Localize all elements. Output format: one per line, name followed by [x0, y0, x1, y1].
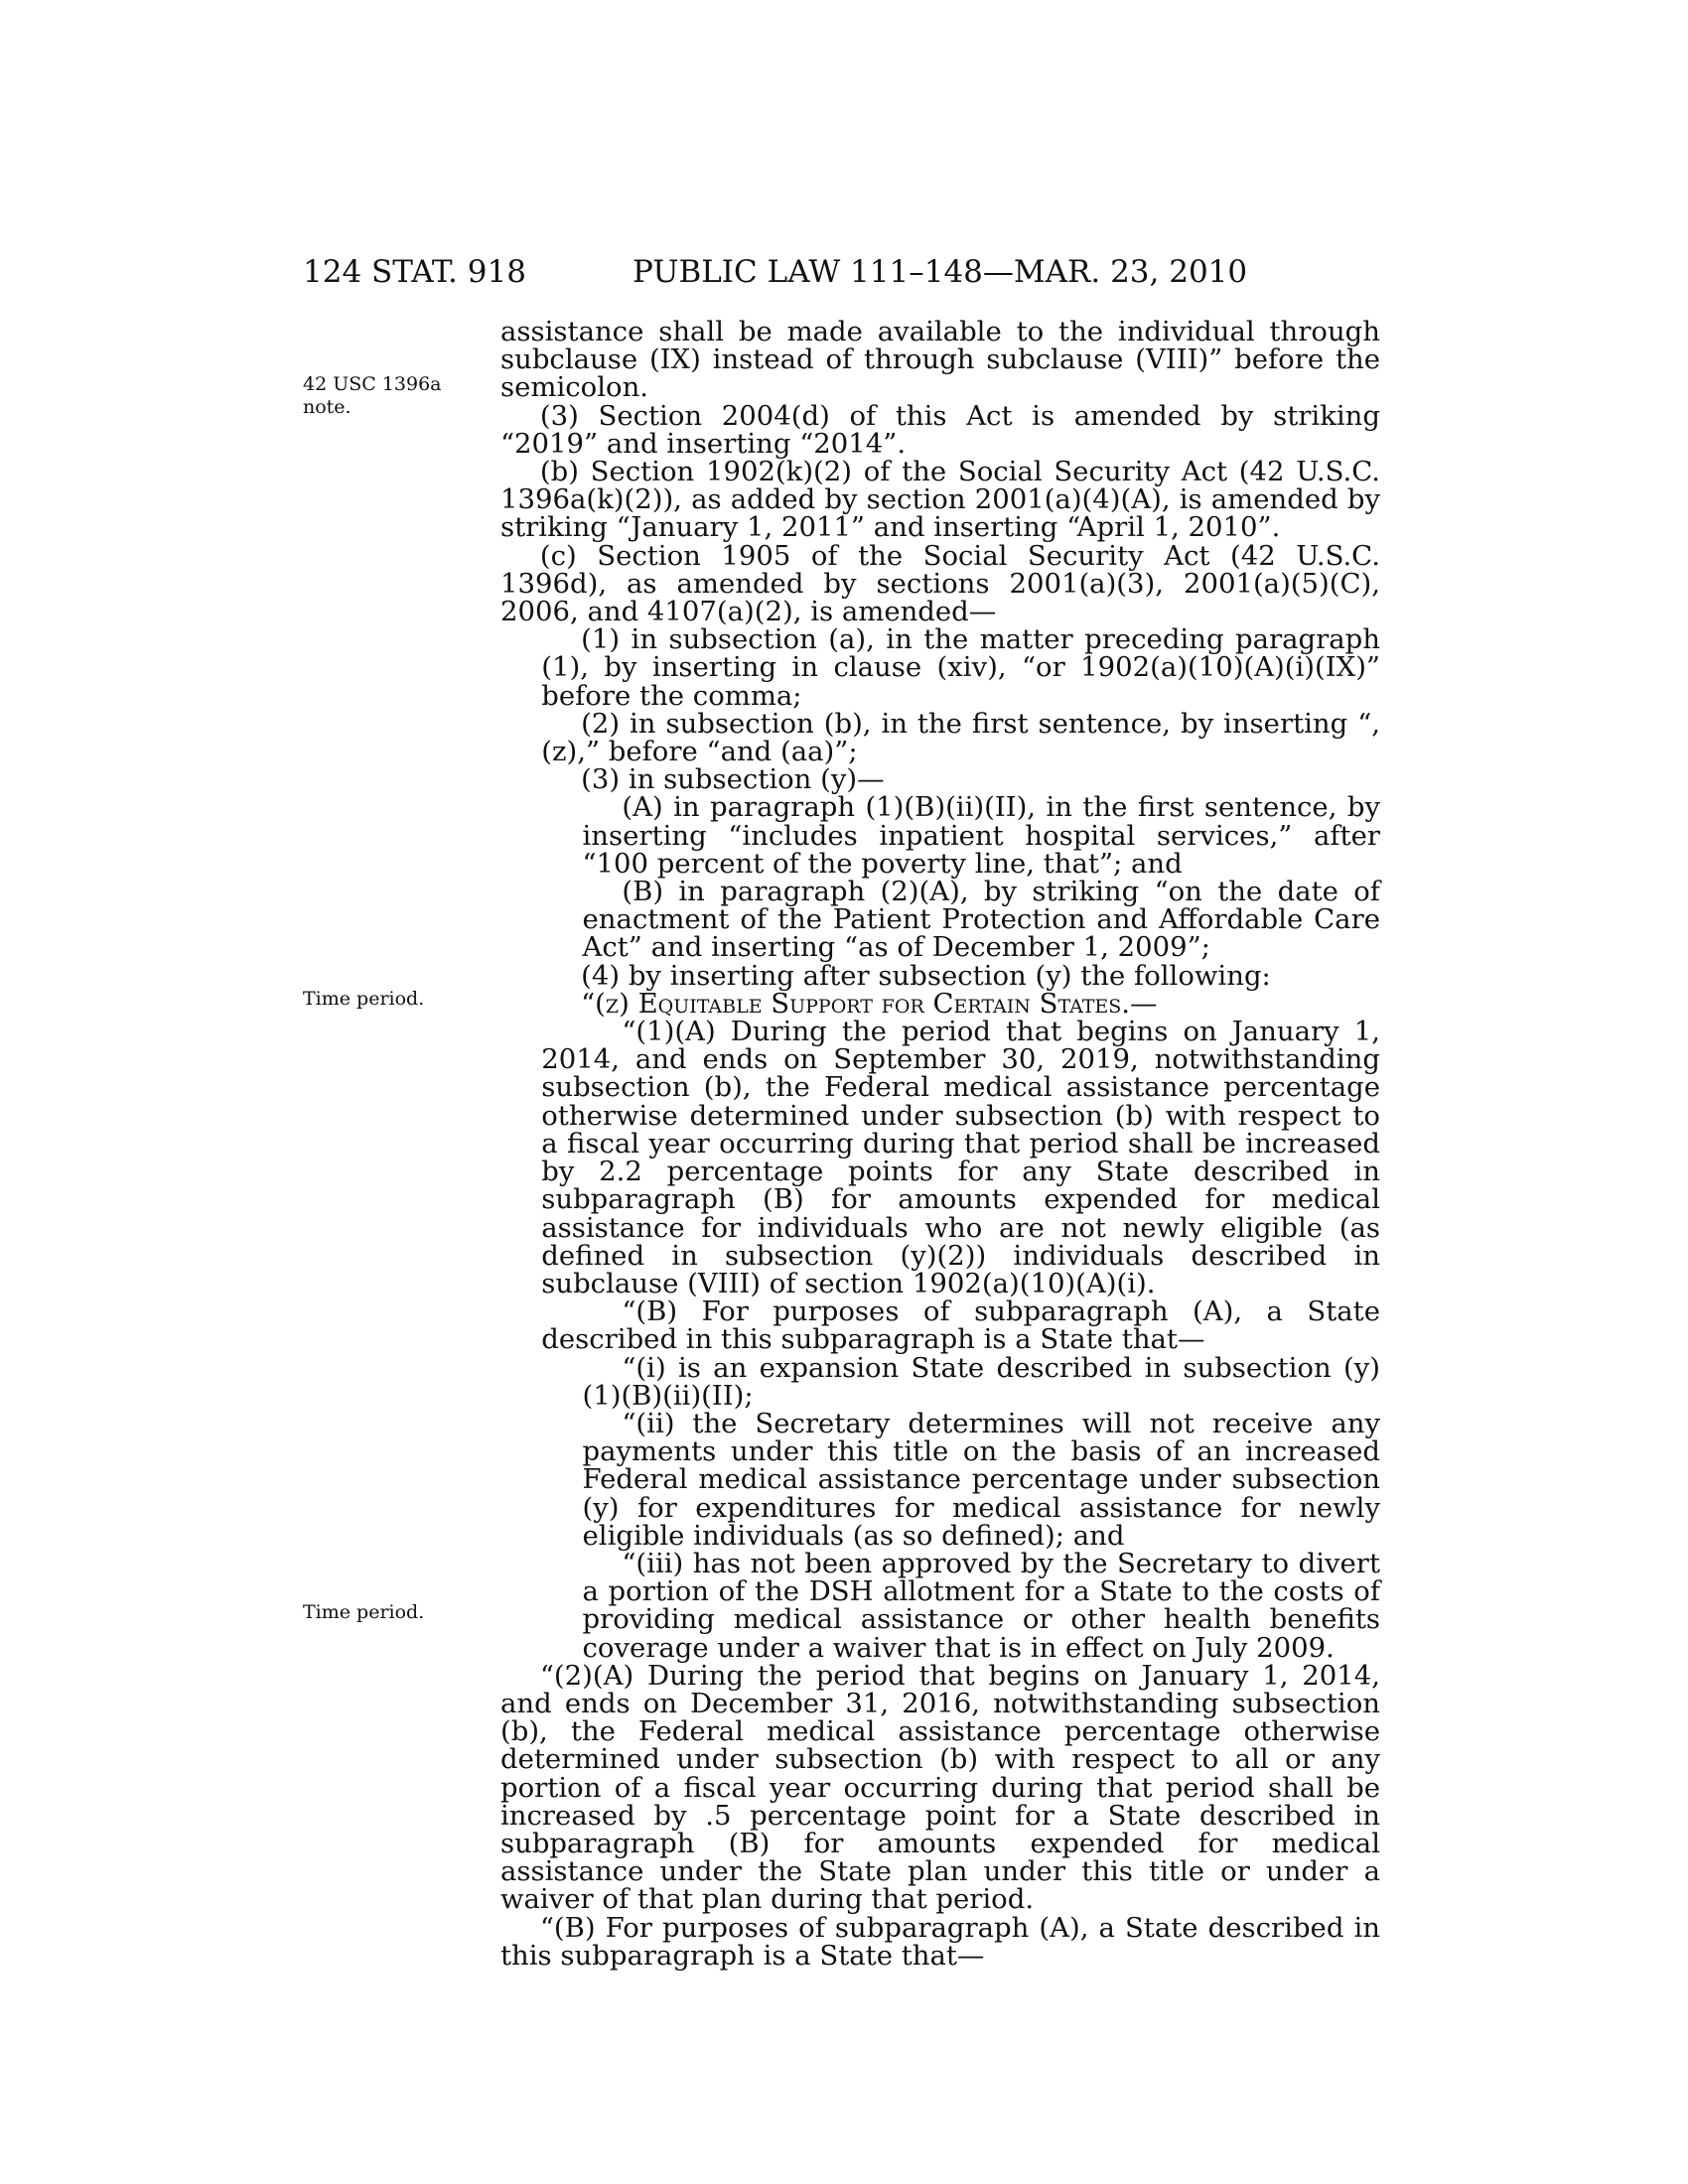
paragraph-z-1-a: “(1)(A) During the period that begins on January 1, 2014, and ends on September 30, 2019, notwithstanding subsection (b), the Federal medical assistance percentage otherwise determined under subsection (b) with respect to a fiscal year occurring during that period shall be increased by 2.2 percentage points for any State described in subparagraph (B) for amounts expended for medical assistance for individuals who are not newly eligible (as defined in subsection (y)(2)) individuals described in subclause (VIII) of section 1902(a)(10)(A)(i). — [541, 1016, 1380, 1299]
margin-note-line: Time period. — [303, 988, 425, 1010]
paragraph-z-2-b: “(B) For purposes of subparagraph (A), a State described in this subparagraph is a State that— — [500, 1911, 1380, 1972]
margin-note-line: 42 USC 1396a — [303, 373, 442, 395]
clause-z-1-b-iii: “(iii) has not been approved by the Secretary to divert a portion of the DSH allotment for a State to the costs of providing medical assistance or other health benefits coverage under a waiver that is in effect on July 2009. — [582, 1547, 1380, 1664]
subsection-c: (c) Section 1905 of the Social Security Act (42 U.S.C. 1396d), as amended by sections 2001(a)(3), 2001(a)(5)(C), 2006, and 4107(a)(2), is amended— — [500, 539, 1380, 628]
paragraph-c-1: (1) in subsection (a), in the matter preceding paragraph (1), by inserting in clause (xiv), “or 1902(a)(10)(A)(i)(IX)” before the comma; — [541, 623, 1380, 712]
paragraph-c-4: (4) by inserting after subsection (y) the following: — [581, 959, 1271, 992]
margin-note-line: note. — [303, 396, 352, 418]
body-text — [500, 318, 1380, 1970]
margin-note-line: Time period. — [303, 1601, 425, 1623]
paragraph-continuation: assistance shall be made available to the individual through subclause (IX) instead of through subclause (VIII)” before the semicolon. — [500, 316, 1380, 404]
section-heading-z: “(z) Equitable Support for Certain States.— — [581, 987, 1158, 1020]
paragraph-z-2-a: “(2)(A) During the period that begins on January 1, 2014, and ends on December 31, 2016, notwithstanding subsection (b), the Federal medical assistance percentage otherwise determined under subsection (b) with respect to all or any portion of a fiscal year occurring during that period shall be increased by .5 percentage point for a State described in subparagraph (B) for amounts expended for medical assistance under the State plan under this title or under a waiver of that plan during that period. — [500, 1659, 1380, 1916]
subparagraph-c-3-b: (B) in paragraph (2)(A), by striking “on the date of enactment of the Patient Protection and Affordable Care Act” and inserting “as of December 1, 2009”; — [582, 876, 1380, 964]
paragraph-z-1-b: “(B) For purposes of subparagraph (A), a State described in this subparagraph is a State that— — [541, 1296, 1380, 1356]
subsection-b: (b) Section 1902(k)(2) of the Social Security Act (42 U.S.C. 1396a(k)(2)), as added by section 2001(a)(4)(A), is amended by striking “January 1, 2011” and inserting “April 1, 2010”. — [500, 456, 1380, 544]
paragraph-c-3: (3) in subsection (y)— — [581, 763, 885, 796]
margin-note-time-period — [303, 988, 462, 1011]
running-head — [303, 252, 1534, 292]
law-title: PUBLIC LAW 111–148—MAR. 23, 2010 — [633, 254, 1248, 290]
margin-note-usc — [303, 373, 462, 419]
stat-page-number: 124 STAT. 918 — [303, 254, 526, 290]
paragraph-3: (3) Section 2004(d) of this Act is amended by striking “2019” and inserting “2014”. — [500, 399, 1380, 460]
clause-z-1-b-ii: “(ii) the Secretary determines will not receive any payments under this title on the basis of an increased Federal medical assistance percentage under subsection (y) for expenditures for medical assistance for newly eligible individuals (as so defined); and — [582, 1407, 1380, 1552]
paragraph-c-2: (2) in subsection (b), in the first sentence, by inserting “, (z),” before “and (aa)”; — [541, 707, 1380, 768]
subparagraph-c-3-a: (A) in paragraph (1)(B)(ii)(II), in the first sentence, by inserting “includes inpatient hospital services,” after “100 percent of the poverty line, that”; and — [582, 791, 1380, 880]
margin-note-time-period — [303, 1601, 462, 1624]
clause-z-1-b-i: “(i) is an expansion State described in subsection (y)(1)(B)(ii)(II); — [582, 1351, 1380, 1412]
